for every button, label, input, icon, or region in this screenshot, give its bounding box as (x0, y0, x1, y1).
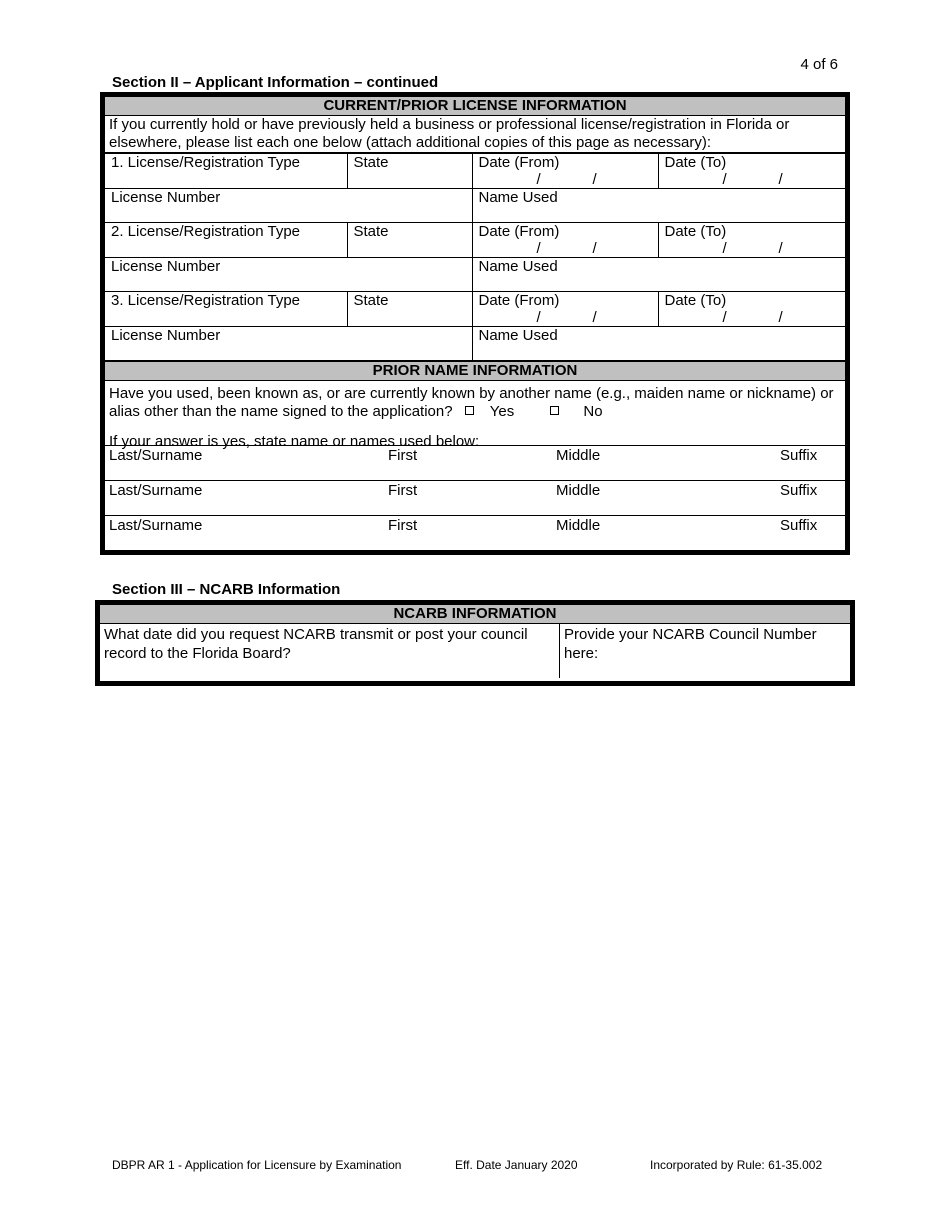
page-number: 4 of 6 (800, 56, 838, 73)
license-number-row-1 (105, 189, 845, 223)
first-name-label: First (388, 447, 418, 464)
ncarb-info-header: NCARB INFORMATION (100, 605, 850, 624)
footer-rule: Incorporated by Rule: 61-35.002 (650, 1158, 823, 1172)
ncarb-info-box (95, 600, 855, 686)
license-row-1 (105, 154, 845, 189)
last-name-label: Last/Surname (109, 517, 203, 534)
middle-name-label: Middle (556, 447, 601, 464)
license-info-header: CURRENT/PRIOR LICENSE INFORMATION (105, 97, 845, 116)
name-row[interactable] (105, 481, 845, 516)
date-from-field[interactable]: Date (From) / / (472, 292, 658, 327)
license-info-intro: If you currently hold or have previously held a business or professional license/registration in Florida or elsewhere, please list each one below (attach additional copies of this page as necessary): (105, 116, 845, 153)
first-name-label: First (388, 482, 418, 499)
prior-name-question-block (105, 381, 845, 450)
license-number-field[interactable]: License Number (105, 189, 472, 223)
yes-label: Yes (489, 403, 515, 420)
date-from-label: Date (From) (478, 223, 560, 240)
date-from-label: Date (From) (478, 154, 560, 171)
ncarb-fields (100, 624, 850, 678)
date-to-field[interactable]: Date (To) / / (658, 154, 845, 189)
date-to-field[interactable]: Date (To) / / (658, 223, 845, 258)
license-type-field[interactable]: 3. License/Registration Type (105, 292, 347, 327)
suffix-label: Suffix (780, 482, 818, 499)
name-used-field[interactable]: Name Used (472, 258, 845, 292)
prior-name-instruction: If your answer is yes, state name or names used below: (109, 433, 480, 450)
ncarb-council-number-field[interactable]: Provide your NCARB Council Number here: (564, 626, 817, 662)
middle-name-label: Middle (556, 482, 601, 499)
license-type-field[interactable]: 1. License/Registration Type (105, 154, 347, 189)
license-type-field[interactable]: 2. License/Registration Type (105, 223, 347, 258)
license-info-box (100, 92, 850, 555)
prior-name-list (105, 446, 845, 550)
suffix-label: Suffix (780, 447, 818, 464)
yes-checkbox[interactable] (465, 406, 474, 415)
no-label: No (583, 403, 603, 420)
middle-name-label: Middle (556, 517, 601, 534)
state-field[interactable]: State (347, 223, 472, 258)
ncarb-request-date-field[interactable]: What date did you request NCARB transmit or post your council record to the Florida Board? (100, 624, 560, 678)
prior-name-header: PRIOR NAME INFORMATION (105, 361, 845, 381)
license-number-row-2 (105, 258, 845, 292)
name-row[interactable] (105, 516, 845, 550)
suffix-label: Suffix (780, 517, 818, 534)
last-name-label: Last/Surname (109, 482, 203, 499)
date-to-label: Date (To) (664, 292, 727, 309)
name-used-field[interactable]: Name Used (472, 327, 845, 361)
state-field[interactable]: State (347, 292, 472, 327)
section-ii-title: Section II – Applicant Information – continued (112, 74, 439, 91)
footer-form-name: DBPR AR 1 - Application for Licensure by Examination (112, 1158, 402, 1172)
date-from-field[interactable]: Date (From) / / (472, 223, 658, 258)
no-checkbox[interactable] (550, 406, 559, 415)
date-from-label: Date (From) (478, 292, 560, 309)
date-to-label: Date (To) (664, 223, 727, 240)
date-to-label: Date (To) (664, 154, 727, 171)
state-field[interactable]: State (347, 154, 472, 189)
section-iii-title: Section III – NCARB Information (112, 581, 341, 598)
license-row-2 (105, 223, 845, 258)
prior-name-question: Have you used, been known as, or are currently known by another name (e.g., maiden name or nickname) or alias other than the name signed to the application? (109, 385, 834, 420)
license-number-field[interactable]: License Number (105, 258, 472, 292)
date-from-field[interactable]: Date (From) / / (472, 154, 658, 189)
license-number-field[interactable]: License Number (105, 327, 472, 361)
name-row[interactable] (105, 446, 845, 481)
date-to-field[interactable]: Date (To) / / (658, 292, 845, 327)
last-name-label: Last/Surname (109, 447, 203, 464)
license-number-row-3 (105, 327, 845, 361)
name-used-field[interactable]: Name Used (472, 189, 845, 223)
footer-eff-date: Eff. Date January 2020 (455, 1158, 578, 1172)
license-row-3 (105, 292, 845, 327)
license-table (105, 153, 845, 361)
first-name-label: First (388, 517, 418, 534)
